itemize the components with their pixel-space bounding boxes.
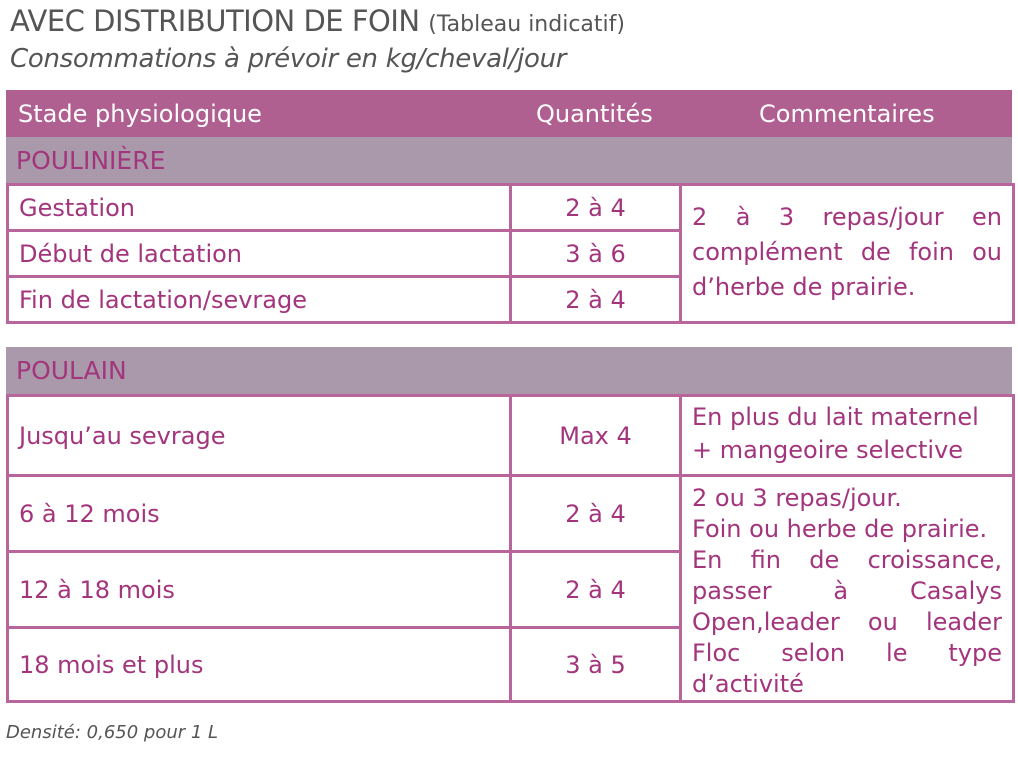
comment-line: Foin ou herbe de prairie. bbox=[692, 515, 988, 543]
section-band-pouliniere bbox=[6, 137, 1012, 185]
quantity-cell: 2 à 4 bbox=[511, 277, 681, 323]
density-footnote: Densité: 0,650 pour 1 L bbox=[6, 722, 219, 743]
section-label: POULAIN bbox=[16, 356, 127, 385]
section-band-poulain bbox=[6, 347, 1012, 395]
stage-cell: Jusqu’au sevrage bbox=[8, 396, 511, 476]
comment-cell: En plus du lait maternel + mangeoire selective bbox=[681, 396, 1014, 476]
quantity-cell: 2 à 4 bbox=[511, 185, 681, 231]
poulain-table bbox=[6, 394, 1015, 703]
title-main: AVEC DISTRIBUTION DE FOIN bbox=[10, 4, 420, 38]
column-header-comments: Commentaires bbox=[759, 100, 935, 128]
quantity-cell: Max 4 bbox=[511, 396, 681, 476]
table-title bbox=[10, 4, 625, 38]
quantity-cell: 3 à 5 bbox=[511, 628, 681, 702]
comment-line: 2 ou 3 repas/jour. bbox=[692, 484, 902, 512]
stage-cell: Fin de lactation/sevrage bbox=[8, 277, 511, 323]
table-row bbox=[8, 185, 1014, 231]
section-label: POULINIÈRE bbox=[16, 146, 166, 175]
stage-cell: 18 mois et plus bbox=[8, 628, 511, 702]
stage-cell: Gestation bbox=[8, 185, 511, 231]
quantity-cell: 3 à 6 bbox=[511, 231, 681, 277]
table-subtitle: Consommations à prévoir en kg/cheval/jour bbox=[10, 44, 567, 74]
column-header-stage: Stade physiologique bbox=[18, 100, 262, 128]
quantity-cell: 2 à 4 bbox=[511, 476, 681, 552]
title-note: (Tableau indicatif) bbox=[428, 12, 625, 37]
column-header-quantity: Quantités bbox=[536, 100, 653, 128]
column-header-row bbox=[6, 90, 1012, 137]
comment-line: En fin de croissance, passer à Casalys Open,leader ou leader Floc selon le type d’activité bbox=[692, 546, 1002, 698]
comment-cell: 2 à 3 repas/jour en complément de foin ou d’herbe de prairie. bbox=[681, 185, 1014, 323]
table-row bbox=[8, 476, 1014, 552]
stage-cell: 6 à 12 mois bbox=[8, 476, 511, 552]
stage-cell: 12 à 18 mois bbox=[8, 552, 511, 628]
quantity-cell: 2 à 4 bbox=[511, 552, 681, 628]
table-row bbox=[8, 396, 1014, 476]
pouliniere-table bbox=[6, 183, 1015, 324]
comment-cell bbox=[681, 476, 1014, 702]
stage-cell: Début de lactation bbox=[8, 231, 511, 277]
